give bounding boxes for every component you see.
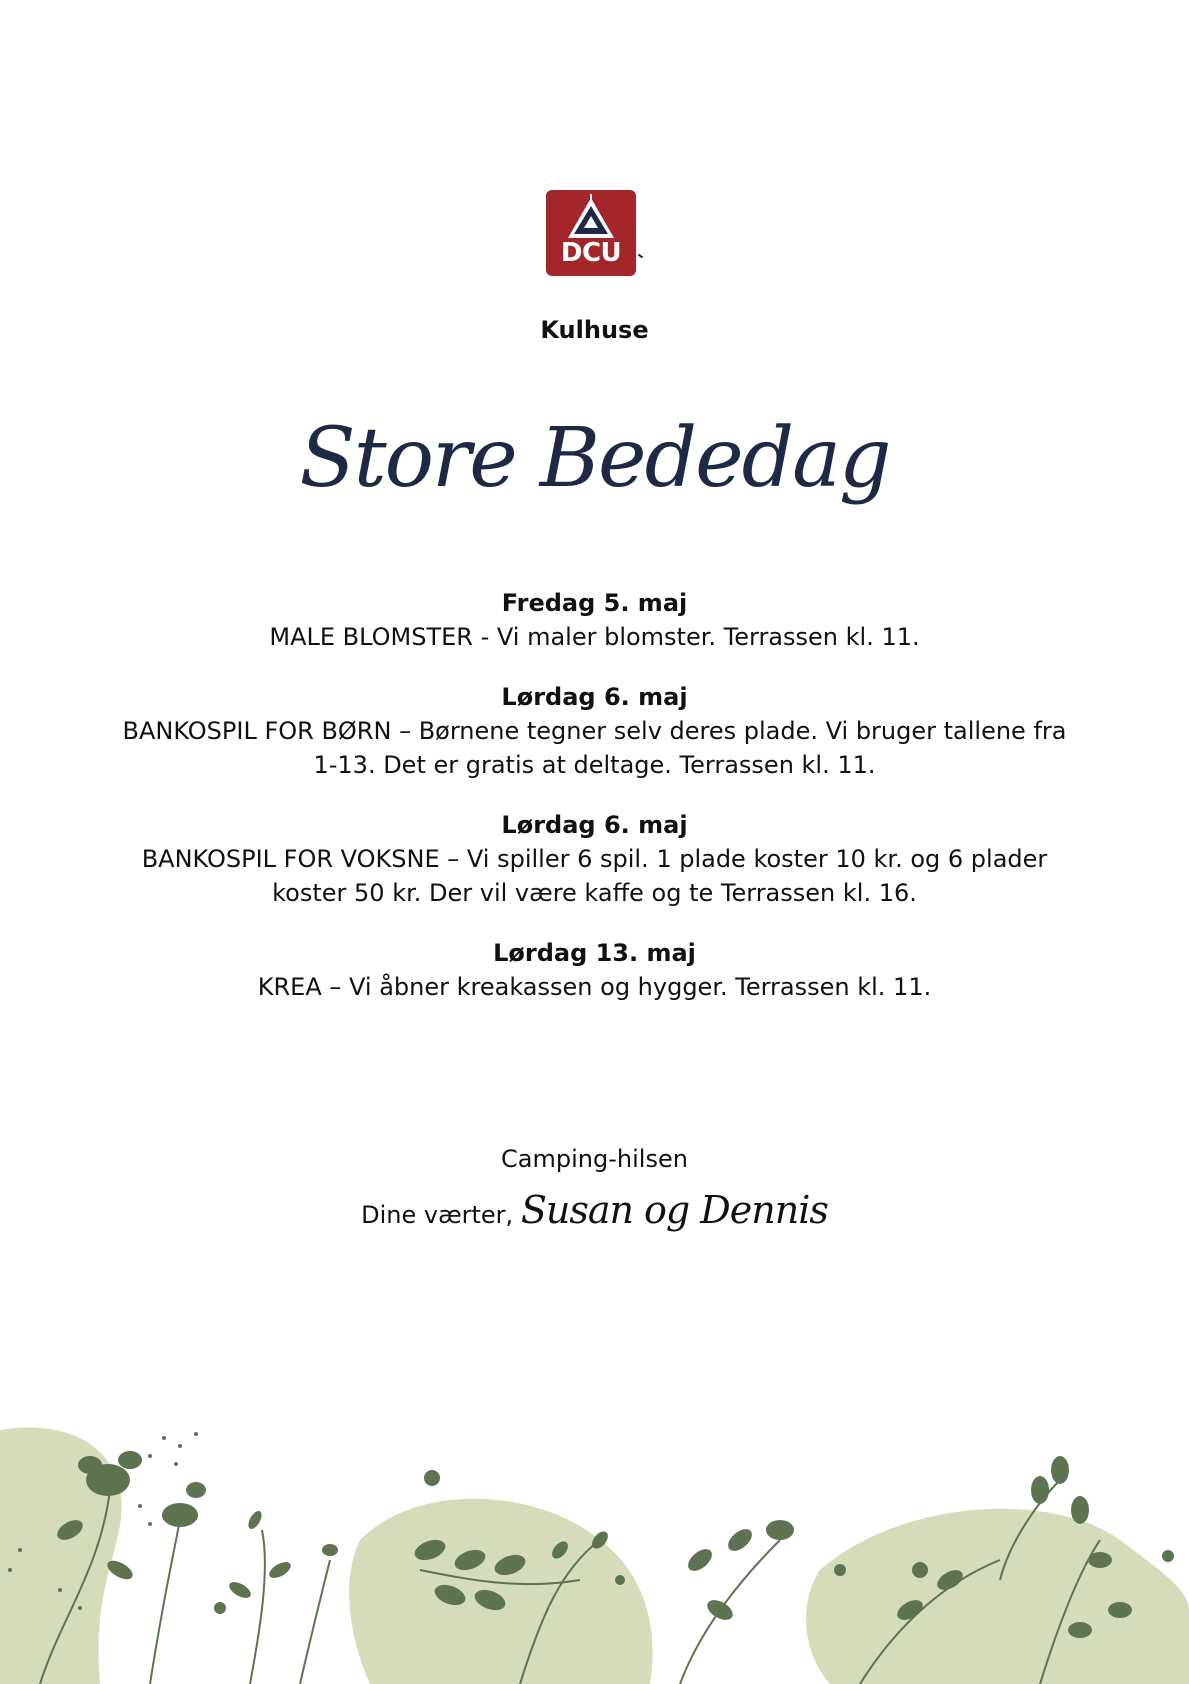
page-title: Store Bededag [299,411,890,506]
event-description: KREA – Vi åbner kreakassen og hygger. Terrassen kl. 11. [257,973,932,1001]
logo-mark [638,254,643,259]
event-date: Lørdag 13. maj [493,939,696,967]
event-description: BANKOSPIL FOR BØRN – Børnene tegner selv deres plade. Vi bruger tallene fra 1-13. Det er gratis at deltage. Terrassen kl. 11. [122,717,1067,779]
greeting: Camping-hilsen [501,1145,688,1173]
signoff-prefix: Dine værter, [361,1201,514,1229]
event-item [120,586,1069,654]
signature: Susan og Dennis [520,1188,828,1232]
signoff [0,1188,1189,1232]
event-date: Lørdag 6. maj [501,683,688,711]
floral-decoration [0,1420,1189,1684]
location-label: Kulhuse [540,316,649,344]
event-date: Fredag 5. maj [501,589,688,617]
dcu-logo [546,190,636,276]
event-description: BANKOSPIL FOR VOKSNE – Vi spiller 6 spil. 1 plade koster 10 kr. og 6 plader koster 50 kr. Der vil være kaffe og te Terrassen kl. 16. [141,845,1048,907]
logo-text: DCU [560,238,622,268]
event-item [120,808,1069,910]
event-item [120,936,1069,1004]
event-description: MALE BLOMSTER - Vi maler blomster. Terrassen kl. 11. [269,623,920,651]
event-date: Lørdag 6. maj [501,811,688,839]
event-list [120,586,1069,1030]
event-item [120,680,1069,782]
